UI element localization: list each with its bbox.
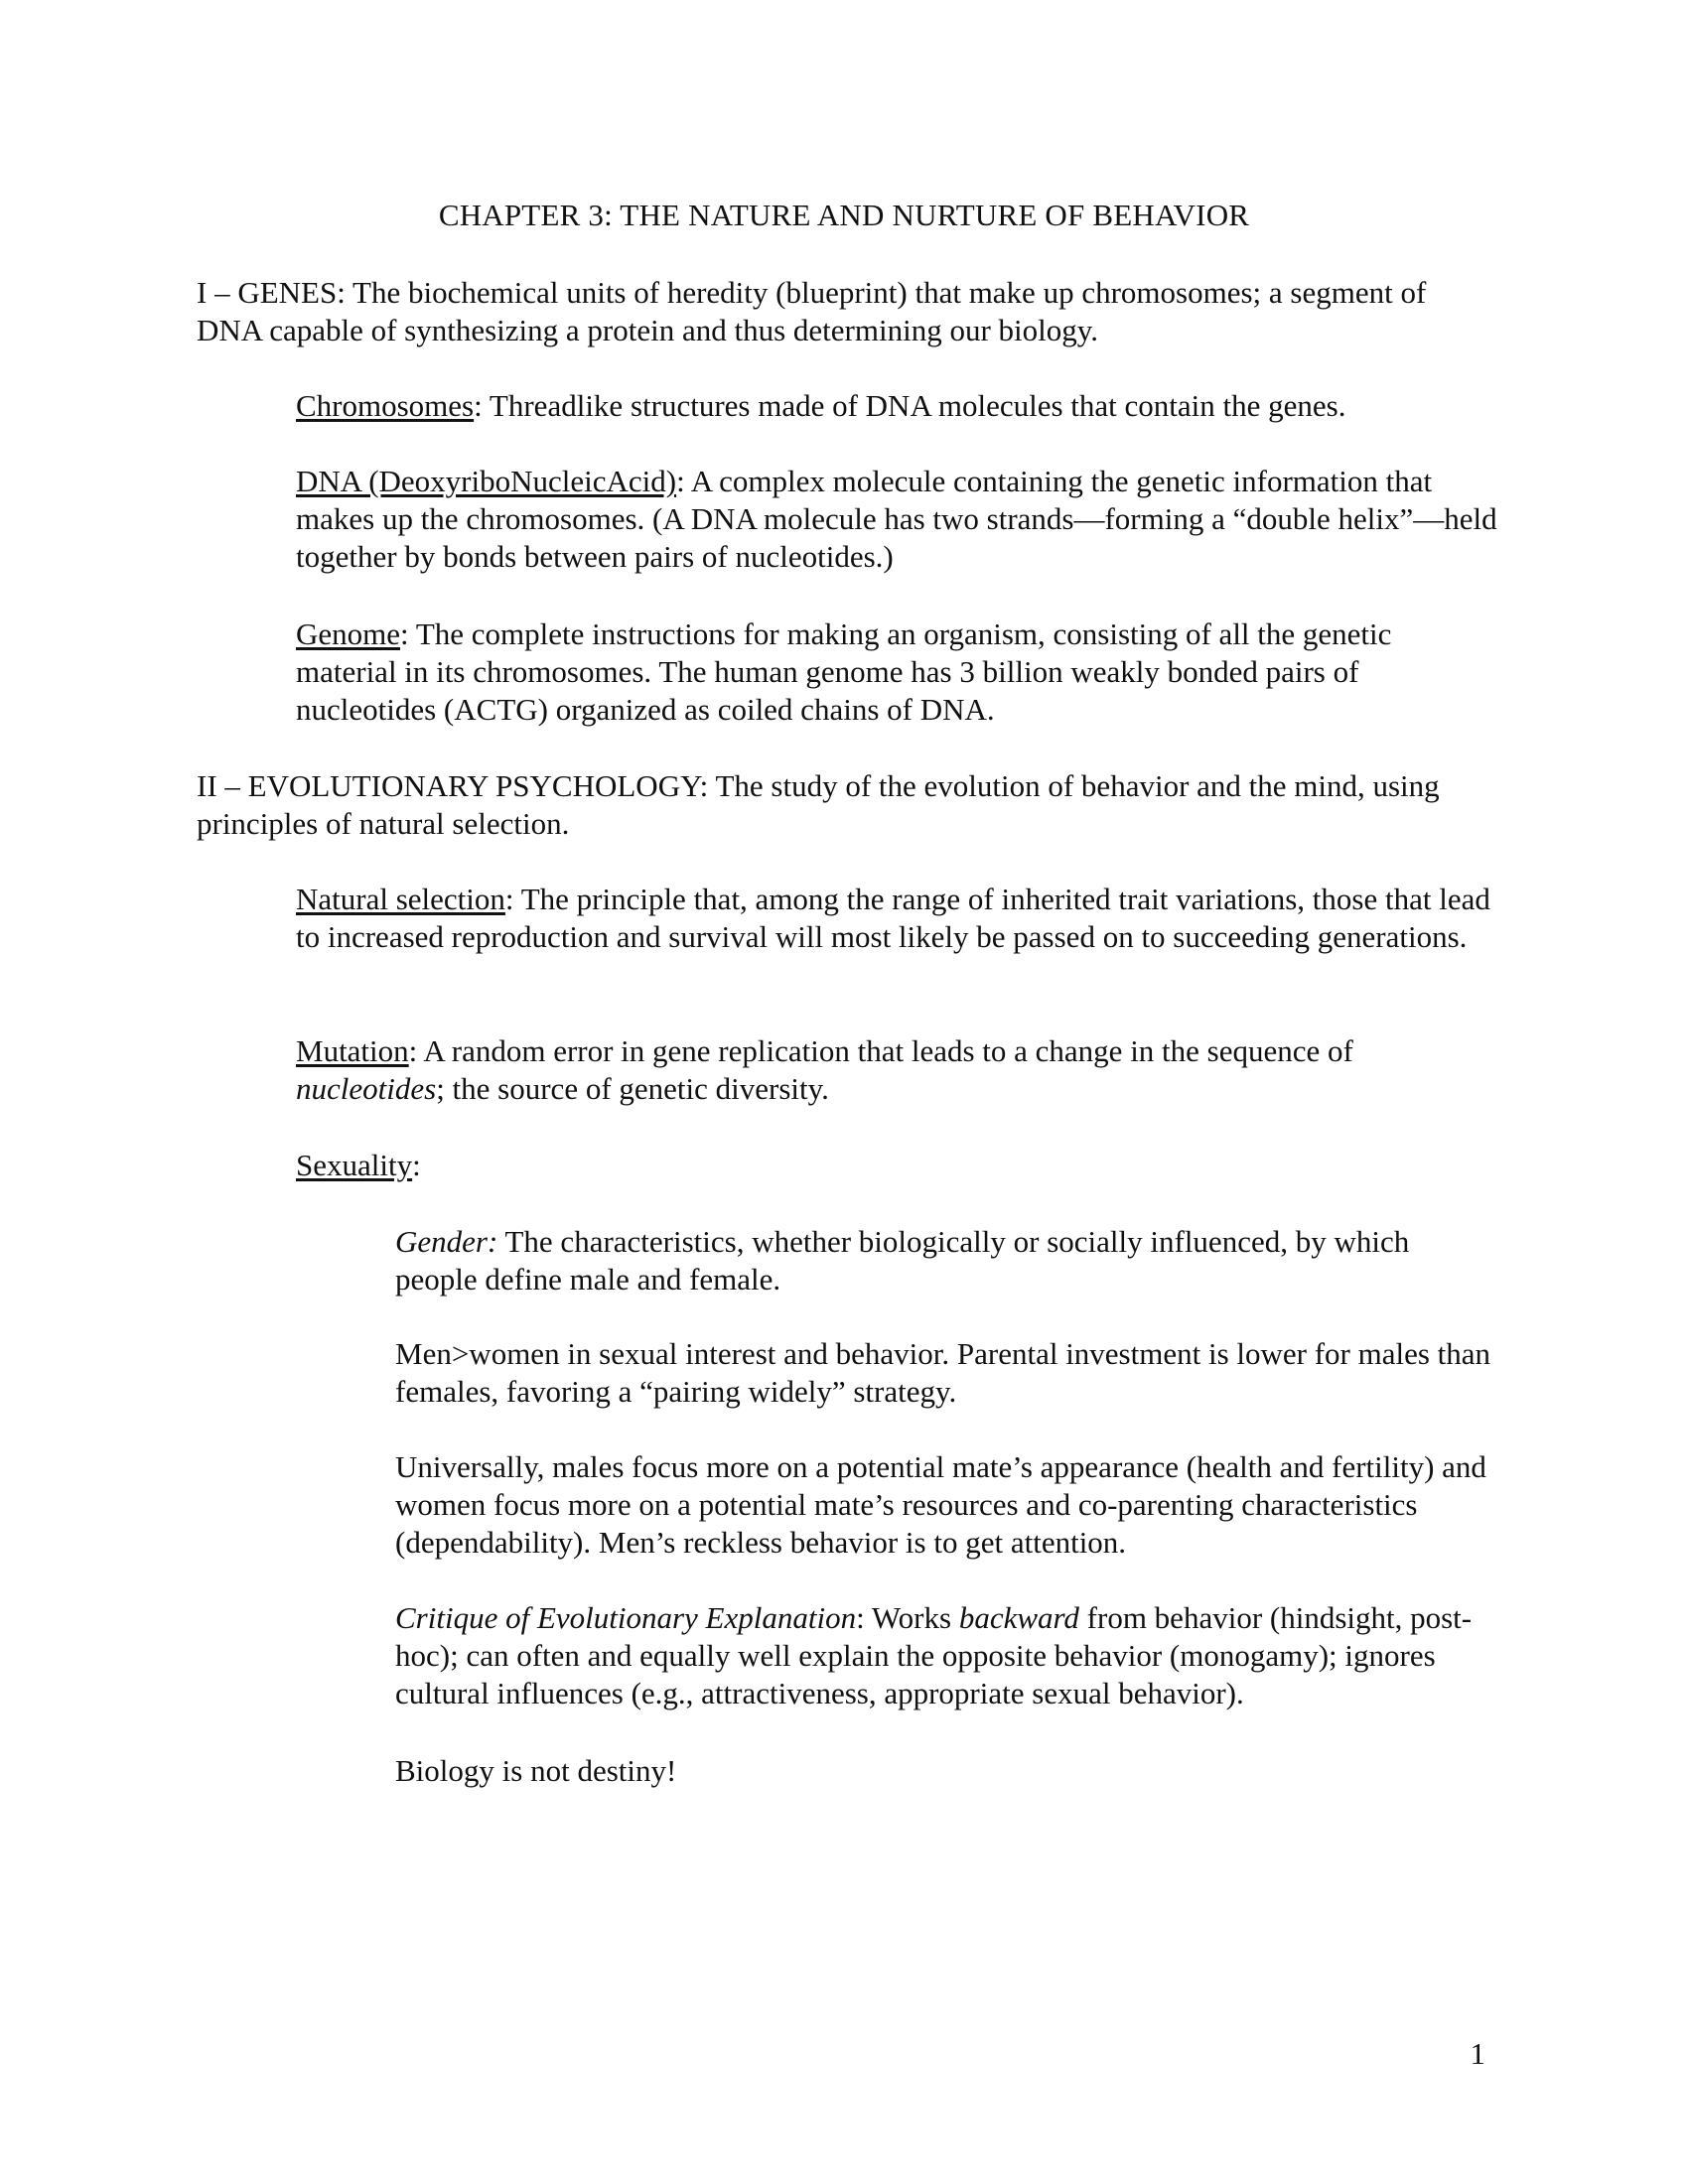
evolutionary-psychology-heading: II – EVOLUTIONARY PSYCHOLOGY (197, 768, 700, 803)
mutation-definition (296, 1032, 1497, 1108)
genome-term: Genome (296, 616, 401, 651)
chromosomes-text: : Threadlike structures made of DNA molecules that contain the genes. (474, 388, 1346, 423)
genome-text: : The complete instructions for making an organism, consisting of all the genetic material in its chromosomes. The human genome has 3 billion weakly bonded pairs of nucleotides (ACTG) organized as coiled chains of DNA. (296, 616, 1392, 727)
genes-text: : The biochemical units of heredity (blueprint) that make up chromosomes; a segment of DNA capable of synthesizing a protein and thus determining our biology. (197, 275, 1427, 347)
gender-term: Gender: (395, 1224, 498, 1259)
evolutionary-psychology-definition (197, 767, 1497, 843)
natural-selection-text: : The principle that, among the range of inherited trait variations, those that lead to increased reproduction and survival will most likely be passed on to succeeding generations. (296, 882, 1490, 954)
mutation-term: Mutation (296, 1033, 409, 1068)
dna-text: : A complex molecule containing the genetic information that makes up the chromosomes. (A DNA molecule has two strands—forming a “double helix”—held together by bonds between pairs of nucleotides.) (296, 464, 1497, 574)
sexuality-heading (296, 1147, 1497, 1184)
critique-text-before: : Works (856, 1600, 959, 1635)
critique-term: Critique of Evolutionary Explanation (395, 1600, 857, 1635)
sexuality-colon: : (412, 1148, 421, 1182)
critique-text-after: from behavior (hindsight, post-hoc); can often and equally well explain the opposite behavior (monogamy); ignores cultural influences (e.g., attractiveness, appropriate sexual behavior). (395, 1600, 1473, 1710)
critique-paragraph (395, 1599, 1497, 1712)
closing-statement: Biology is not destiny! (395, 1753, 677, 1788)
genes-heading: I – GENES (197, 275, 338, 310)
men-women-paragraph: Men>women in sexual interest and behavior. Parental investment is lower for males than females, favoring a “pairing widely” strategy. (395, 1336, 1491, 1409)
natural-selection-term: Natural selection (296, 882, 505, 916)
evolutionary-psychology-text: : The study of the evolution of behavior and the mind, using principles of natural selection. (197, 768, 1440, 841)
dna-term: DNA (DeoxyriboNucleicAcid) (296, 464, 677, 498)
gender-definition (395, 1223, 1497, 1298)
chromosomes-definition (296, 387, 1497, 425)
mutation-italic-term: nucleotides (296, 1071, 437, 1106)
chromosomes-term: Chromosomes (296, 388, 475, 423)
sexuality-term: Sexuality (296, 1148, 413, 1182)
page-number: 1 (1470, 2036, 1485, 2071)
universally-paragraph: Universally, males focus more on a potential mate’s appearance (health and fertility) and women focus more on a potential mate’s resources and co-parenting characteristics (dependability). Men’s reckless behavior is to get attention. (395, 1449, 1486, 1560)
natural-selection-definition (296, 881, 1497, 956)
critique-italic-word: backward (958, 1600, 1079, 1635)
page-title: CHAPTER 3: THE NATURE AND NURTURE OF BEHAVIOR (438, 198, 1250, 232)
mutation-text-before: : A random error in gene replication that leads to a change in the sequence of (408, 1033, 1353, 1068)
genes-definition (197, 274, 1497, 349)
mutation-text-after: ; the source of genetic diversity. (436, 1071, 829, 1106)
genome-definition (296, 615, 1497, 729)
dna-definition (296, 463, 1497, 576)
gender-text: The characteristics, whether biologically or socially influenced, by which people define male and female. (395, 1224, 1410, 1297)
